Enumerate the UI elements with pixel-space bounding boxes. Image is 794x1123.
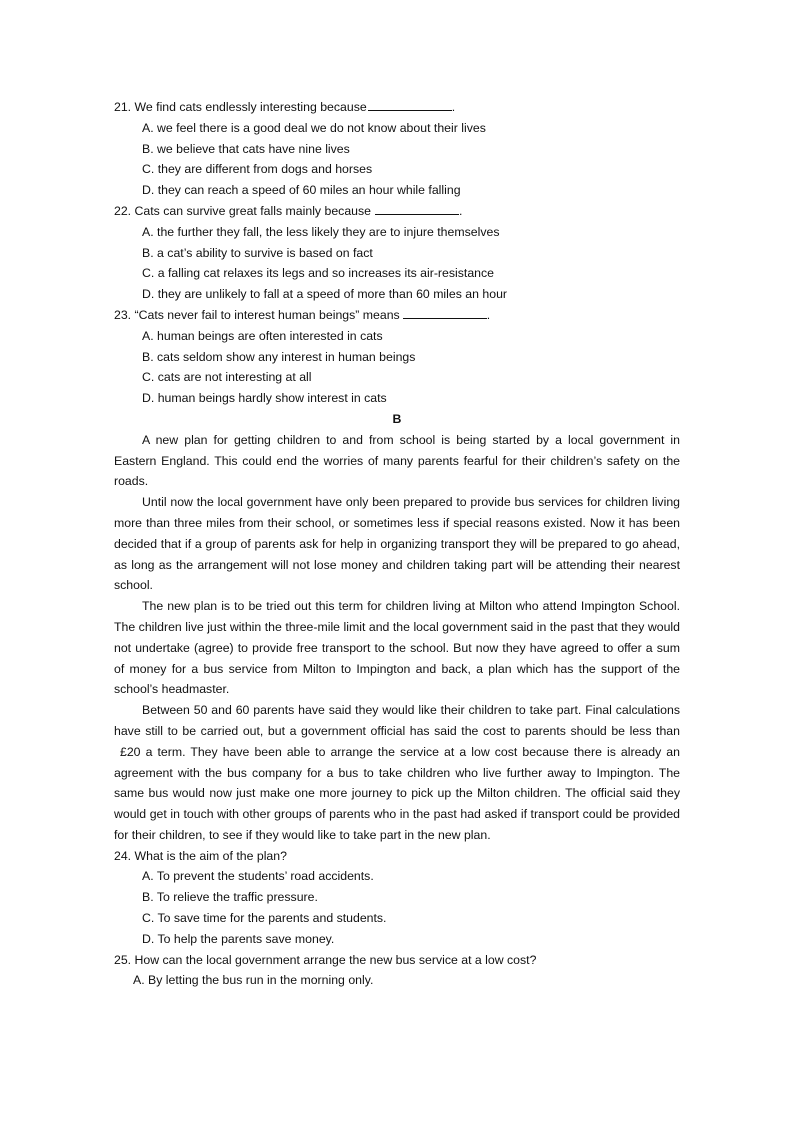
option-25-a: A. By letting the bus run in the morning only.	[133, 973, 374, 988]
passage-paragraph-4	[114, 700, 680, 846]
option-24-b: B. To relieve the traffic pressure.	[142, 890, 318, 905]
option-22-b: B. a cat’s ability to survive is based on fact	[142, 245, 373, 260]
question-22	[114, 201, 680, 222]
option-23-c: C. cats are not interesting at all	[142, 370, 312, 385]
question-21-stem: 21. We find cats endlessly interesting because	[114, 100, 367, 114]
question-punctuation: .	[451, 100, 456, 114]
question-punctuation: .	[459, 203, 463, 218]
option-21-c: C. they are different from dogs and horses	[142, 162, 373, 177]
option-23-d: D. human beings hardly show interest in cats	[142, 391, 387, 406]
question-25: 25. How can the local government arrange the new bus service at a low cost?	[114, 952, 537, 967]
option-22-d: D. they are unlikely to fall at a speed of more than 60 miles an hour	[142, 287, 508, 302]
answer-blank	[368, 98, 452, 111]
option-21-d: D. they can reach a speed of 60 miles an hour while falling	[142, 183, 461, 198]
question-24: 24. What is the aim of the plan?	[114, 848, 287, 863]
passage-paragraph-3: The new plan is to be tried out this term for children living at Milton who attend Impington School. The children live just within the three-mile limit and the local government said in the past that they would not undertake (agree) to provide free transport to the school. But now they have agreed to offer a sum of money for a bus service from Milton to Impington and back, a plan which has the support of the school’s headmaster.	[114, 599, 680, 697]
option-21-a: A. we feel there is a good deal we do not know about their lives	[142, 120, 486, 135]
question-23	[114, 305, 680, 326]
option-24-d: D. To help the parents save money.	[142, 931, 335, 946]
paragraph-4-text-start: Between 50 and 60 parents have said they would like their children to take part. Final calculations have still to be carried out, but a government official has said the cost to parents should be less than	[114, 703, 680, 738]
option-24-a: A. To prevent the students’ road accidents.	[142, 869, 374, 884]
question-21	[114, 97, 680, 118]
answer-blank	[403, 306, 487, 319]
question-punctuation: .	[486, 307, 491, 322]
option-22-c: C. a falling cat relaxes its legs and so increases its air-resistance	[142, 266, 494, 281]
passage-paragraph-1: A new plan for getting children to and from school is being started by a local government in Eastern England. This could end the worries of many parents fearful for their children’s safety on the roads.	[114, 432, 680, 489]
answer-blank	[375, 202, 459, 215]
question-22-stem: 22. Cats can survive great falls mainly because	[114, 203, 371, 218]
paragraph-4-text-end: a term. They have been able to arrange the service at a low cost because there is already an agreement with the bus company for a bus to take children who live further away to Impington. The same bus would now just make one more journey to pick up the Milton children. The official said they would get in touch with other groups of parents who in the past had asked if transport could be provided for their children, to see if they would like to take part in the new plan.	[114, 744, 680, 842]
section-b-heading: B	[392, 411, 402, 426]
question-23-stem: 23. “Cats never fail to interest human beings” means	[114, 307, 400, 322]
option-23-b: B. cats seldom show any interest in human beings	[142, 349, 416, 364]
option-24-c: C. To save time for the parents and students.	[142, 911, 387, 926]
option-21-b: B. we believe that cats have nine lives	[142, 141, 350, 156]
option-22-a: A. the further they fall, the less likely they are to injure themselves	[142, 224, 500, 239]
document-content	[114, 97, 680, 991]
passage-paragraph-2: Until now the local government have only been prepared to provide bus services for children living more than three miles from their school, or sometimes less if special reasons existed. Now it has been decided that if a group of parents ask for help in organizing transport they will be prepared to go ahead, as long as the arrangement will not lose money and children taking part will be attending their nearest school.	[114, 495, 680, 593]
option-23-a: A. human beings are often interested in cats	[142, 328, 383, 343]
cost-amount: £20	[120, 744, 141, 759]
